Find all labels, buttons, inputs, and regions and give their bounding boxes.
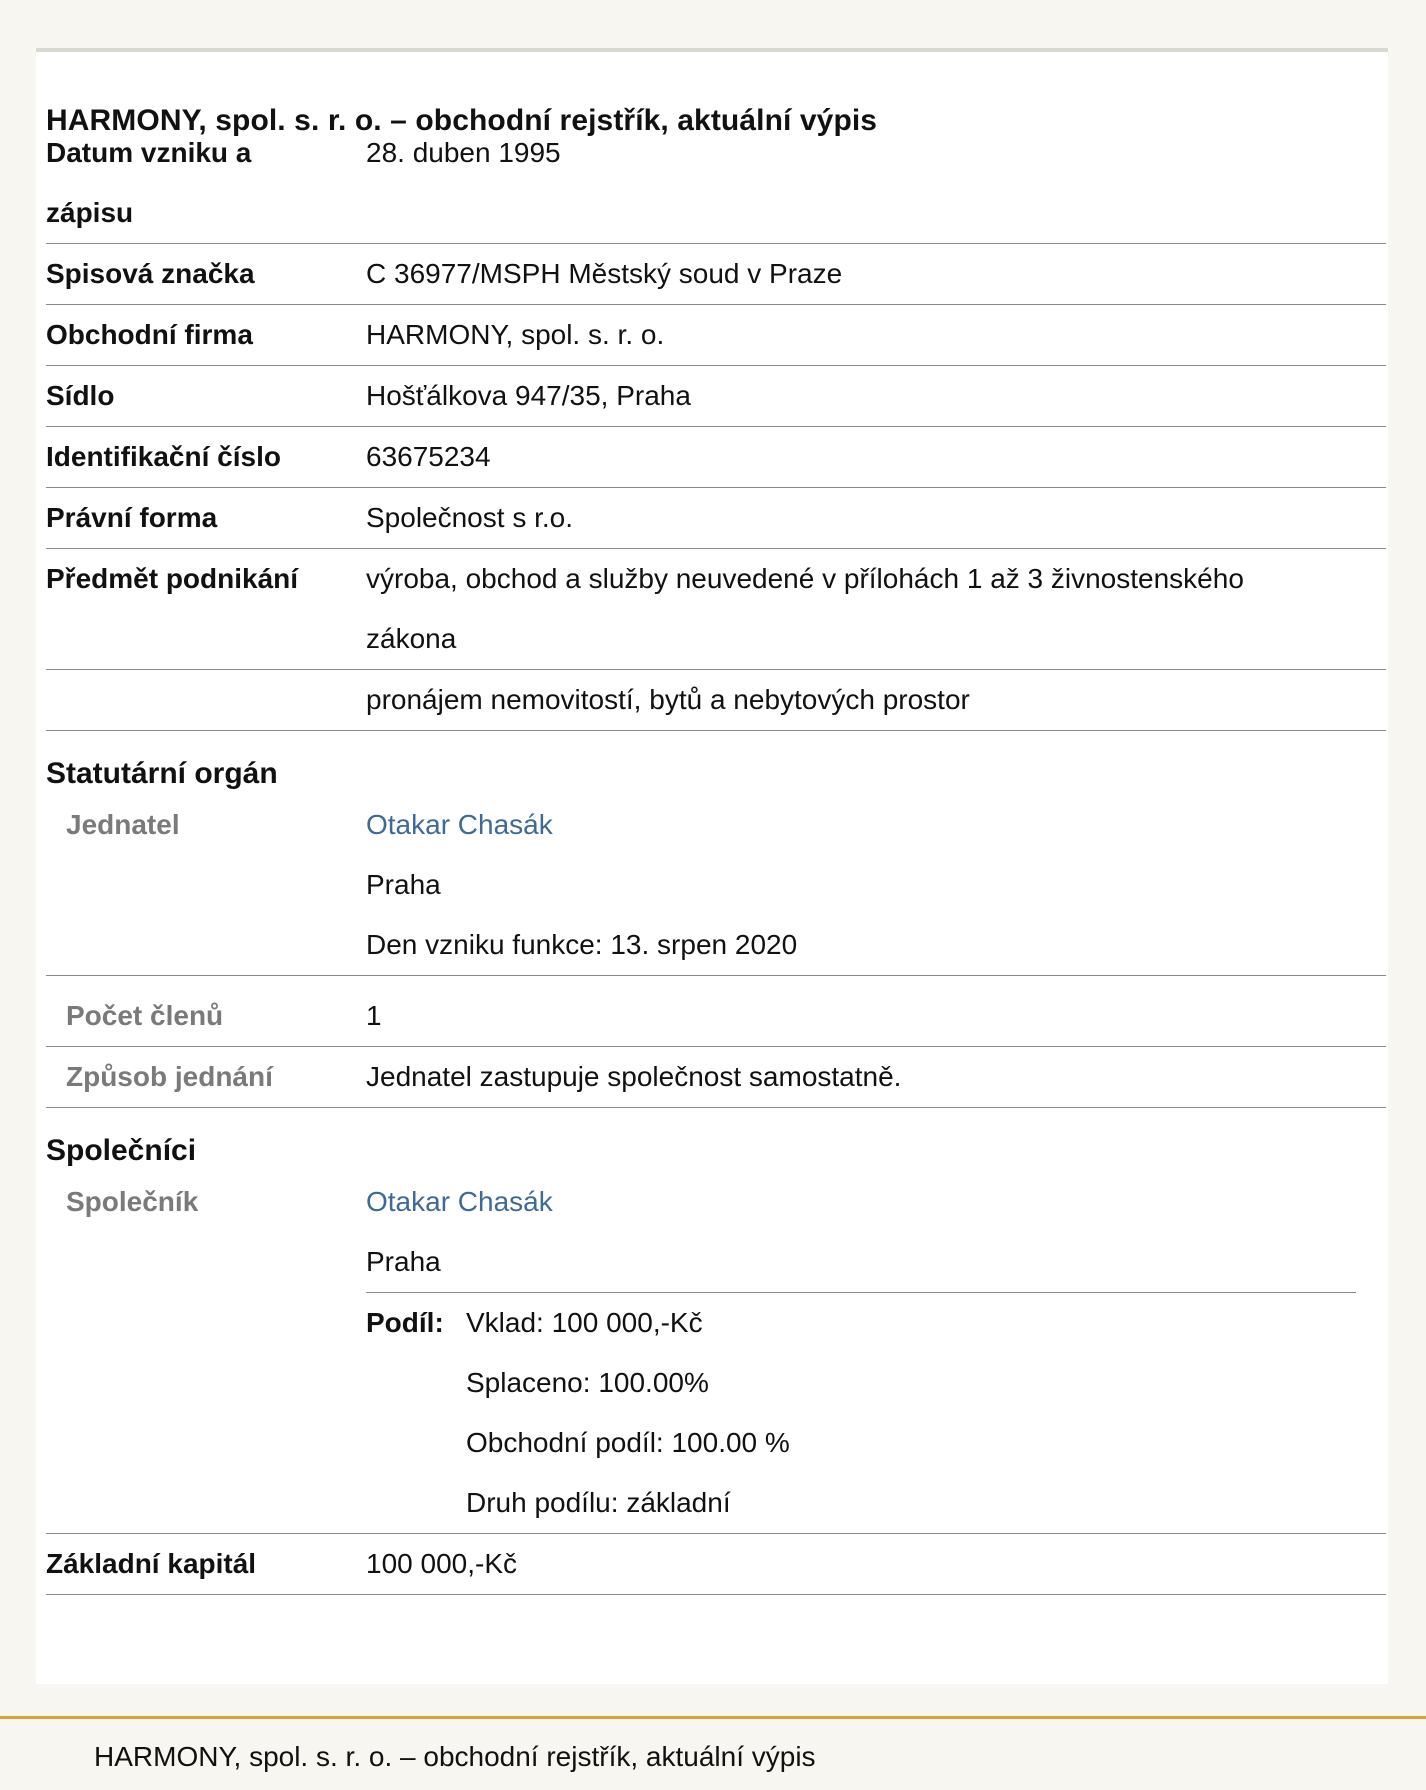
value-predmet-2: pronájem nemovitostí, bytů a nebytových prostor: [366, 684, 970, 715]
register-content: [46, 52, 1386, 1595]
row-jednatel: [46, 795, 1386, 976]
label-spolecnik: Společník: [66, 1186, 199, 1217]
value-firma: HARMONY, spol. s. r. o.: [366, 319, 665, 350]
value-spisova: C 36977/MSPH Městský soud v Praze: [366, 258, 843, 289]
row-spolecnik: [46, 1172, 1386, 1534]
value-spolecnik: [366, 1172, 1386, 1533]
row-ico: [46, 427, 1386, 488]
footer-text: HARMONY, spol. s. r. o. – obchodní rejstřík, aktuální výpis: [94, 1741, 816, 1772]
value-zpusob: Jednatel zastupuje společnost samostatně.: [366, 1061, 902, 1092]
row-sidlo: [46, 366, 1386, 427]
row-kapital: [46, 1534, 1386, 1595]
value-predmet-1: výroba, obchod a služby neuvedené v přílohách 1 až 3 živnostenského zákona: [366, 563, 1244, 654]
register-card: [36, 48, 1388, 1684]
value-forma: Společnost s r.o.: [366, 502, 574, 533]
podil-druh: Druh podílu: základní: [466, 1487, 731, 1518]
section-statutarni: Statutární orgán: [46, 757, 278, 790]
label-jednatel: Jednatel: [66, 809, 180, 840]
row-spisova: [46, 244, 1386, 305]
value-ico: 63675234: [366, 441, 491, 472]
podil-obchodni: Obchodní podíl: 100.00 %: [466, 1427, 790, 1458]
jednatel-since: Den vzniku funkce: 13. srpen 2020: [366, 929, 798, 960]
value-kapital: 100 000,-Kč: [366, 1548, 517, 1579]
podil-vklad: Vklad: 100 000,-Kč: [466, 1307, 703, 1338]
row-datum: [46, 123, 1386, 244]
label-kapital: Základní kapitál: [46, 1548, 257, 1579]
label-zpusob: Způsob jednání: [66, 1061, 273, 1092]
podil-block: [366, 1292, 1356, 1533]
label-forma: Právní forma: [46, 502, 218, 533]
label-sidlo: Sídlo: [46, 380, 115, 411]
label-datum: Datum vzniku a zápisu: [46, 137, 252, 228]
row-pocet: [46, 976, 1386, 1047]
spolecnik-name-link[interactable]: Otakar Chasák: [366, 1186, 553, 1217]
spolecnik-city: Praha: [366, 1246, 441, 1277]
jednatel-city: Praha: [366, 869, 441, 900]
row-zpusob: [46, 1047, 1386, 1108]
row-predmet: [46, 549, 1386, 670]
value-datum: 28. duben 1995: [366, 137, 561, 168]
section-spolecnici: Společníci: [46, 1134, 197, 1167]
podil-values: [466, 1293, 790, 1533]
label-predmet: Předmět podnikání: [46, 563, 299, 594]
label-ico: Identifikační číslo: [46, 441, 281, 472]
label-predmet-empty: [46, 670, 366, 730]
row-forma: [46, 488, 1386, 549]
value-jednatel: [366, 795, 1386, 975]
label-pocet: Počet členů: [66, 1000, 224, 1031]
row-firma: [46, 305, 1386, 366]
row-predmet-2: [46, 670, 1386, 731]
jednatel-name-link[interactable]: Otakar Chasák: [366, 809, 553, 840]
value-sidlo: Hošťálkova 947/35, Praha: [366, 380, 691, 411]
podil-splaceno: Splaceno: 100.00%: [466, 1367, 709, 1398]
page-footer: [0, 1716, 1426, 1790]
value-pocet: 1: [366, 1000, 382, 1031]
podil-label: Podíl:: [366, 1307, 444, 1338]
page-title: HARMONY, spol. s. r. o. – obchodní rejstřík, aktuální výpis: [46, 104, 878, 137]
label-spisova: Spisová značka: [46, 258, 255, 289]
label-firma: Obchodní firma: [46, 319, 253, 350]
